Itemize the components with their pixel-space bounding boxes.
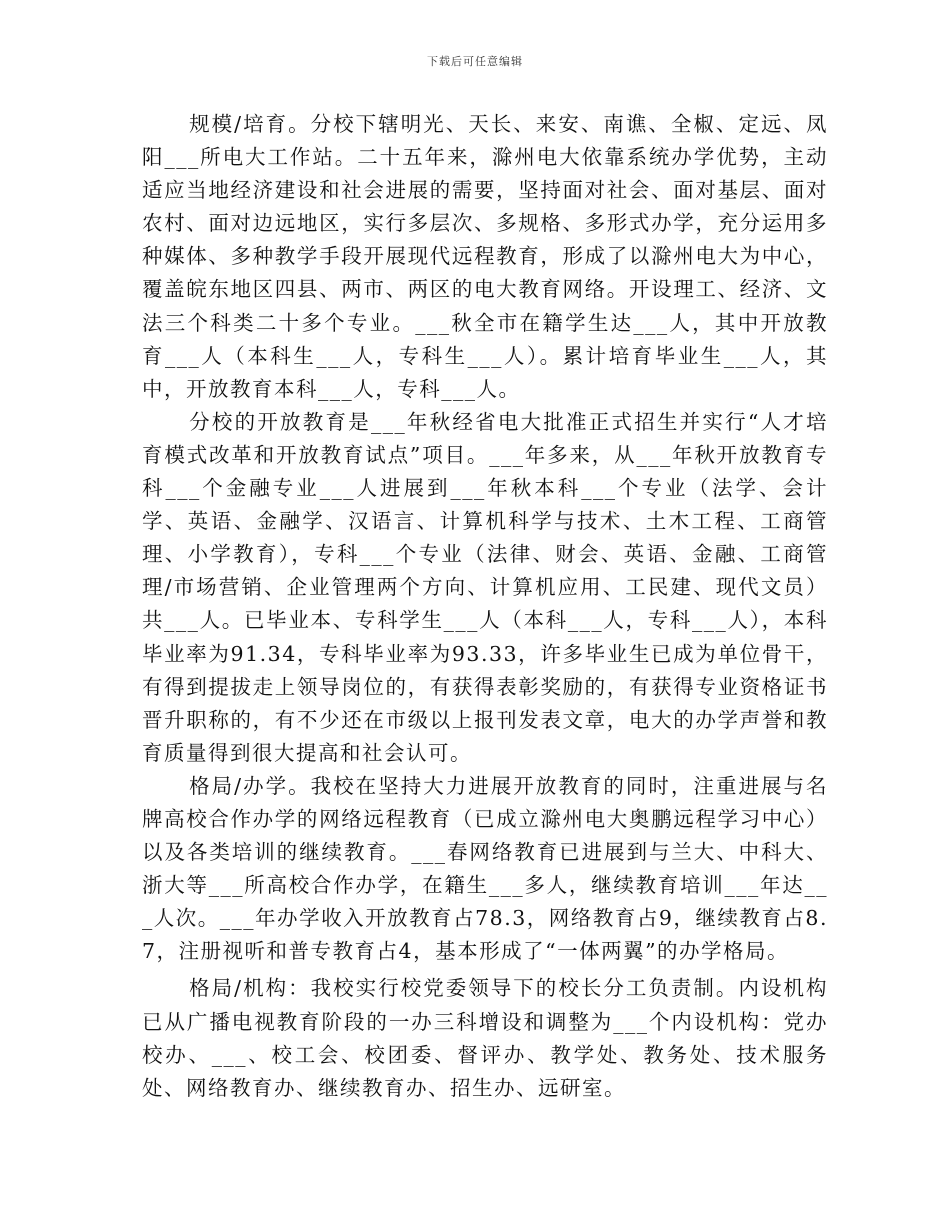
document-body (142, 108, 828, 1105)
paragraph-structure-organization: 格局/机构：我校实行校党委领导下的校长分工负责制。内设机构已从广播电视教育阶段的一办三科增设和调整为___个内设机构：党办校办、___、校工会、校团委、督评办、教学处、教务处、技术服务处、网络教育办、继续教育办、招生办、远研室。 (142, 976, 828, 1100)
paragraph-scale-training: 规模/培育。分校下辖明光、天长、来安、南谯、全椒、定远、凤阳___所电大工作站。二十五年来，滁州电大依靠系统办学优势，主动适应当地经济建设和社会进展的需要，坚持面对社会、面对基层、面对农村、面对边远地区，实行多层次、多规格、多形式办学，充分运用多种媒体、多种教学手段开展现代远程教育，形成了以滁州电大为中心，覆盖皖东地区四县、两市、两区的电大教育网络。开设理工、经济、文法三个科类二十多个专业。___秋全市在籍学生达___人，其中开放教育___人（本科生___人，专科生___人）。累计培育毕业生___人，其中，开放教育本科___人，专科___人。 (142, 112, 828, 401)
page-header-note: 下载后可任意编辑 (427, 55, 523, 68)
paragraph-open-education: 分校的开放教育是___年秋经省电大批准正式招生并实行“人才培育模式改革和开放教育试点”项目。___年多来，从___年秋开放教育专科___个金融专业___人进展到___年秋本科___个专业（法学、会计学、英语、金融学、汉语言、计算机科学与技术、土木工程、工商管理、小学教育），专科___个专业（法律、财会、英语、金融、工商管理/市场营销、企业管理两个方向、计算机应用、工民建、现代文员）共___人。已毕业本、专科学生___人（本科___人，专科___人），本科毕业率为91.34，专科毕业率为93.33，许多毕业生已成为单位骨干，有得到提拔走上领导岗位的，有获得表彰奖励的，有获得专业资格证书晋升职称的，有不少还在市级以上报刊发表文章，电大的办学声誉和教育质量得到很大提高和社会认可。 (142, 409, 828, 765)
paragraph-structure-schooling: 格局/办学。我校在坚持大力进展开放教育的同时，注重进展与名牌高校合作办学的网络远程教育（已成立滁州电大奥鹏远程学习中心）以及各类培训的继续教育。___春网络教育已进展到与兰大、中科大、浙大等___所高校合作办学，在籍生___多人，继续教育培训___年达___人次。___年办学收入开放教育占78.3，网络教育占9，继续教育占8.7，注册视听和普专教育占4，基本形成了“一体两翼”的办学格局。 (142, 773, 828, 964)
